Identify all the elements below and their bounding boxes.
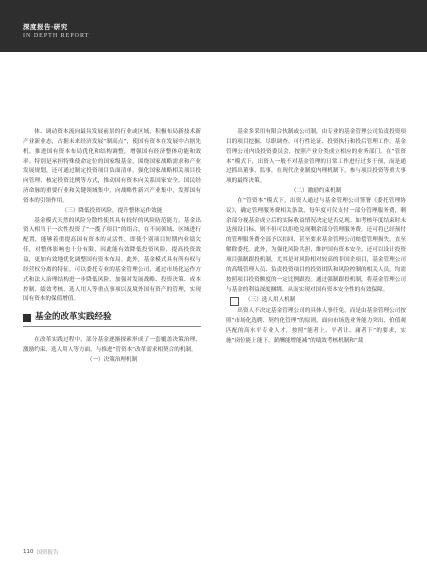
square-bullet-icon — [23, 314, 31, 322]
section-title-en: IN DEPTH REPORT — [23, 33, 90, 39]
body-paragraph: 出资人不决定基金管理公司的具体人事任免，而是由基金管理公司按照“市场化选聘、契约化管理”的原则，面向市场选业务能力突出、价值观匹配的高水平专业人才，按照“能者上、平者让、庸者下”的要求，实施“岗位能上能下，薪酬能增能减”的绩效考核机制和“裁 — [226, 308, 406, 344]
body-paragraph: 在改革实践过程中，部分基金逐渐探索形成了一套覆盖决策治理、激励约束、选人用人等方面，与推进“管资本”改革需求相契合的机制。 — [23, 337, 201, 353]
body-paragraph: 基金多采用有限合伙制或公司制，由专业的基金管理公司负责投资项目的项目挖掘、尽职调查、可行性论证、投资执行和投后管理工作。基金管理公司内设投资委员会，按照产业分类成立相应的业务部门。在“管资本”模式下，出资人一般不对基金管理的日常工作进行过多干预，而是通过抓出董事、监事，在现代企业制度内理机制下，参与项目投资等重大事项的最终决策。 — [226, 129, 406, 185]
magazine-name: 国资报告 — [36, 550, 59, 556]
page-footer — [23, 548, 59, 556]
body-paragraph: 体、调动资本流向最具发展前景的行业或区域，积极布局新技术新产业新业态，占据未来经济发展“制高点”，使国有资本在发展中占据先机。推进国有资本布局优化和结构调整，增强国有经济整体功能和效率。特别是承担特殊使命定位的国家级基金，围绕国家战略需求和产业发展规划，还可通过制定投资项目负面清单，强化国家战略相关项目投向管理、核定投资比例等方式，推动国有资本向关系国家安全、国民经济命脉的重要行业和关键领域集中，向战略性新兴产业集中，发挥国有资本的引领作用。 — [23, 129, 201, 204]
left-column — [23, 128, 201, 366]
section-heading-text: 基金的改革实践经验 — [35, 312, 112, 323]
page-number: 110 — [23, 549, 34, 555]
section-title-zh: 深度报告·研究 — [23, 23, 68, 31]
box-bullet-icon — [230, 297, 239, 306]
section-heading — [23, 313, 201, 327]
subheading-governance: （一）决策治理机制 — [86, 356, 138, 363]
right-column — [226, 128, 406, 347]
subheading-hiring — [226, 296, 406, 306]
subheading-risk: （三）降低投资风险，提升整体运作效能 — [61, 207, 163, 214]
subheading-hiring-text: （三）选人用人机制 — [245, 297, 296, 304]
body-paragraph: 在“管资本”模式下，出资人通过与基金管理公司签署《委托管理协议》，确定管理服务费相关条款，每年度可仅支付一部分管理服务费，剩余部分视基金成立后的实际收益情况决定是否兑现。如考核年度结束时未达预设目标，则不但可以拒绝兑现剩余部分管理服务费，还可将已经预付的管理服务费全部予以扣回，甚至要求基金管理公司赔偿管理损失，直至解除委托。此外，为强化风险共担，维护国有资本安全，还可以设计投资项目强制跟投机制，尤其是对风险相对较高的非国企项目，基金管理公司的高级管理人员、负责投资项目的投资团队和风险控制的相关人员，均需按照项目投资额度的一定比例跟投。通过强制跟投机制，将基金管理公司与基金的利益深度捆绑，从而实现对国有资本安全性的有效保障。 — [226, 197, 406, 293]
body-paragraph: 基金模式天然的风险分散性使其具有较好的风险防范能力。基金出资人相当于一次性投资了“一揽子项目”的组合，在不同领域、区域进行配置，能够着重提高国有资本的灵活性，即使个别项目短期内业绩欠佳，对整体影响也十分有限，因此能有效降低投资风险，提高投资效益，更加有效地优化调整国有资本布局。此外，基金模式具有所有权与经营权分离的特征，可以委托专业的基金管理公司，通过市场化运作方式和法人治理结构进一步降低风险，加强对发展战略、投资决策、成本控制、绩效考核、选人用人等重点事项以及境外国有资产的管理，实现国有资本的保值增值。 — [23, 217, 201, 303]
header-bar — [0, 0, 427, 52]
subheading-incentive: （二）激励约束机制 — [290, 188, 342, 195]
